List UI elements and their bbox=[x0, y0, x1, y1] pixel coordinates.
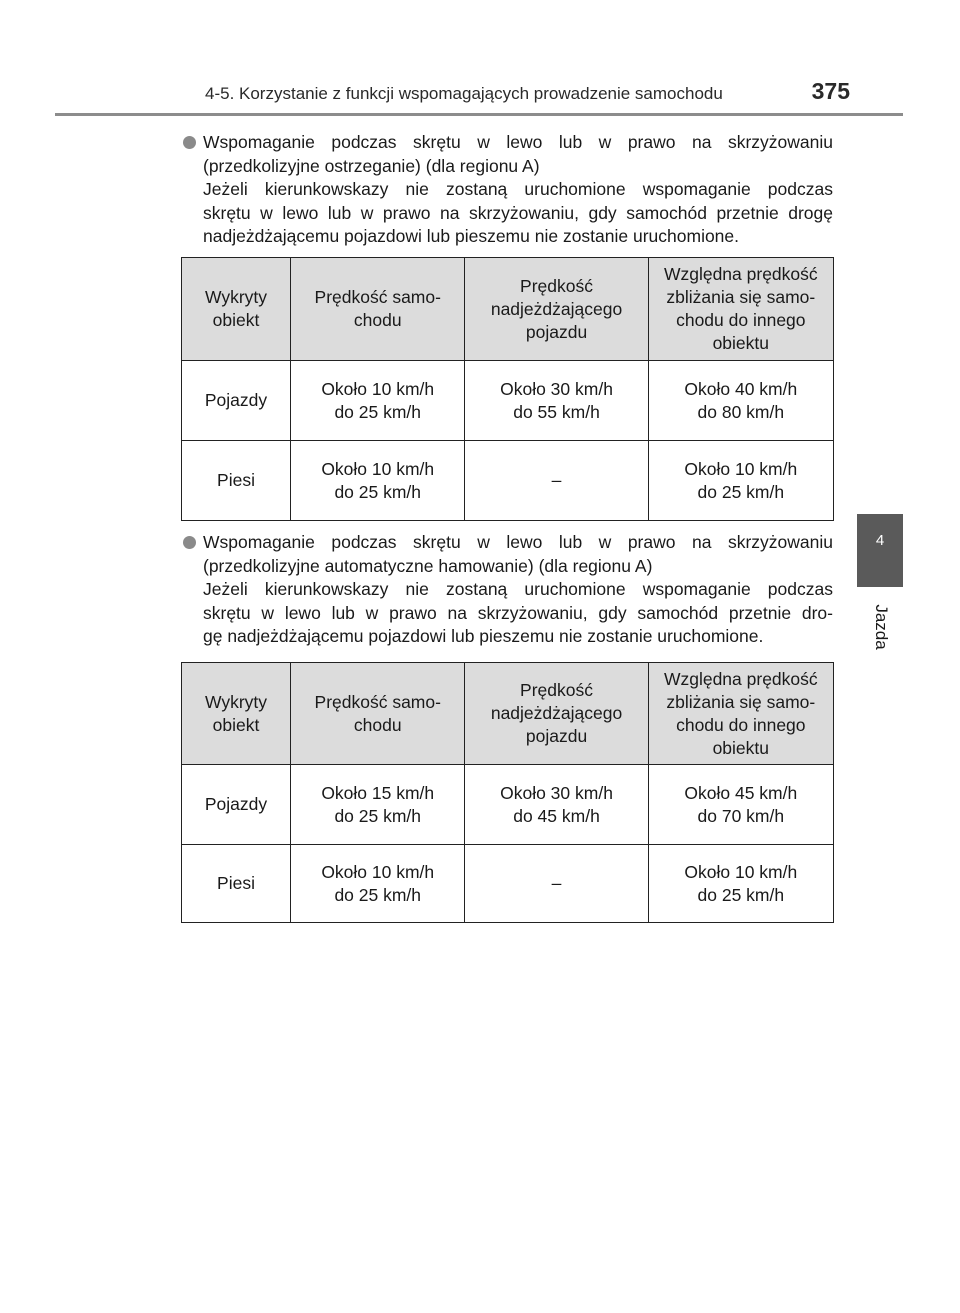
table-cell bbox=[648, 441, 833, 521]
chapter-header-title: 4-5. Korzystanie z funkcji wspomagających prowadzenie samochodu bbox=[205, 84, 723, 103]
header-cell-object bbox=[182, 663, 291, 765]
header-divider bbox=[55, 113, 903, 116]
page-number: 375 bbox=[811, 78, 850, 104]
table-cell bbox=[465, 765, 648, 845]
chapter-tab-number: 4 bbox=[875, 532, 885, 549]
cell-line: Pojazdy bbox=[204, 390, 268, 410]
bullet-dot-icon bbox=[183, 536, 196, 549]
table-row bbox=[182, 441, 834, 521]
header-line: Prędkość samo- bbox=[314, 287, 441, 307]
header-line: obiektu bbox=[712, 737, 770, 758]
bullet-heading bbox=[183, 131, 833, 178]
cell-line: do 25 km/h bbox=[697, 481, 785, 502]
cell-line: Około 10 km/h bbox=[321, 861, 435, 882]
speed-table-warning bbox=[181, 257, 834, 521]
cell-line: Około 45 km/h bbox=[684, 782, 798, 803]
header-line: chodu bbox=[353, 714, 402, 735]
header-line: nadjeżdżającego bbox=[490, 298, 623, 319]
table-cell bbox=[291, 845, 465, 923]
cell-line: Około 10 km/h bbox=[684, 861, 798, 882]
header-line: chodu bbox=[353, 310, 402, 330]
cell-line: do 25 km/h bbox=[334, 884, 422, 905]
table-header-row bbox=[182, 663, 834, 765]
table-cell bbox=[465, 845, 648, 923]
section-paragraph bbox=[183, 178, 833, 249]
cell-line: do 25 km/h bbox=[334, 481, 422, 502]
table-header-row bbox=[182, 258, 834, 361]
header-line: Względna prędkość bbox=[663, 668, 818, 689]
table-cell bbox=[182, 441, 291, 521]
table-cell bbox=[465, 441, 648, 521]
bullet-heading bbox=[183, 531, 833, 578]
bullet-heading-line: (przedkolizyjne automatyczne hamowanie) (dla regionu A) bbox=[203, 555, 653, 576]
cell-line: Pojazdy bbox=[204, 794, 268, 814]
cell-line: do 55 km/h bbox=[513, 401, 600, 422]
section-braking bbox=[183, 531, 833, 649]
paragraph-line: Jeżeli kierunkowskazy nie zostaną uruchomione wspomaganie podczas bbox=[203, 579, 833, 599]
header-cell-object bbox=[182, 258, 291, 361]
cell-line: Około 15 km/h bbox=[321, 782, 435, 803]
speed-table-braking bbox=[181, 662, 834, 923]
header-line: chodu do innego bbox=[676, 310, 806, 330]
paragraph-line: nadjeżdżającemu pojazdowi lub pieszemu nie zostanie uruchomione. bbox=[203, 226, 740, 246]
paragraph-line: Jeżeli kierunkowskazy nie zostaną uruchomione wspomaganie podczas bbox=[203, 179, 833, 199]
paragraph-line: skrętu w lewo lub w prawo na skrzyżowaniu, gdy samochód przetnie dro- bbox=[203, 602, 833, 623]
table-row bbox=[182, 845, 834, 923]
header-cell-oncoming-speed bbox=[465, 663, 648, 765]
table-cell bbox=[291, 765, 465, 845]
table-row bbox=[182, 765, 834, 845]
header-cell-vehicle-speed bbox=[291, 258, 465, 361]
header-line: pojazdu bbox=[525, 726, 588, 746]
table-cell bbox=[465, 361, 648, 441]
section-paragraph bbox=[183, 578, 833, 649]
header-line: Wykryty bbox=[204, 691, 268, 712]
table-cell bbox=[182, 765, 291, 845]
header-line: Wykryty bbox=[204, 287, 268, 307]
header-line: nadjeżdżającego bbox=[490, 703, 623, 723]
cell-line: do 25 km/h bbox=[334, 401, 422, 422]
cell-line: do 25 km/h bbox=[334, 805, 422, 826]
table-cell bbox=[648, 845, 833, 923]
paragraph-line: skrętu w lewo lub w prawo na skrzyżowaniu, gdy samochód przetnie drogę bbox=[203, 202, 833, 223]
header-cell-relative-speed bbox=[648, 258, 833, 361]
header-line: pojazdu bbox=[525, 321, 588, 342]
table-cell bbox=[648, 765, 833, 845]
table-cell bbox=[182, 361, 291, 441]
chapter-tab-label: Jazda bbox=[872, 604, 891, 650]
header-line: obiekt bbox=[212, 310, 260, 330]
header-cell-relative-speed bbox=[648, 663, 833, 765]
cell-line: do 70 km/h bbox=[697, 805, 785, 826]
header-cell-oncoming-speed bbox=[465, 258, 648, 361]
cell-line: Około 40 km/h bbox=[684, 378, 798, 399]
header-line: obiektu bbox=[712, 333, 770, 353]
cell-line: Piesi bbox=[217, 873, 255, 893]
cell-line: – bbox=[551, 470, 562, 490]
cell-line: Piesi bbox=[217, 470, 255, 490]
header-line: Prędkość bbox=[520, 275, 593, 296]
cell-line: do 80 km/h bbox=[697, 401, 785, 422]
chapter-tab bbox=[857, 514, 903, 587]
header-line: obiekt bbox=[212, 714, 260, 735]
header-line: zbliżania się samo- bbox=[666, 691, 816, 712]
cell-line: Około 10 km/h bbox=[321, 378, 435, 399]
cell-line: do 25 km/h bbox=[697, 884, 785, 905]
table-cell bbox=[291, 441, 465, 521]
header-cell-vehicle-speed bbox=[291, 663, 465, 765]
header-line: Względna prędkość bbox=[663, 264, 818, 284]
bullet-dot-icon bbox=[183, 136, 196, 149]
table-cell bbox=[291, 361, 465, 441]
cell-line: Około 10 km/h bbox=[684, 458, 798, 479]
table-row bbox=[182, 361, 834, 441]
header-line: chodu do innego bbox=[676, 714, 806, 735]
paragraph-line: gę nadjeżdżającemu pojazdowi lub pieszemu nie zostanie uruchomione. bbox=[203, 626, 764, 646]
bullet-heading-line: Wspomaganie podczas skrętu w lewo lub w prawo na skrzyżowaniu bbox=[203, 532, 833, 552]
cell-line: do 45 km/h bbox=[513, 805, 600, 826]
header-line: Prędkość samo- bbox=[314, 691, 441, 712]
table-cell bbox=[182, 845, 291, 923]
bullet-heading-line: (przedkolizyjne ostrzeganie) (dla regionu A) bbox=[203, 155, 540, 176]
bullet-heading-line: Wspomaganie podczas skrętu w lewo lub w prawo na skrzyżowaniu bbox=[203, 132, 833, 152]
cell-line: – bbox=[551, 873, 562, 893]
cell-line: Około 30 km/h bbox=[500, 782, 613, 803]
cell-line: Około 10 km/h bbox=[321, 458, 435, 479]
section-warning bbox=[183, 131, 833, 249]
header-line: zbliżania się samo- bbox=[666, 287, 816, 307]
header-line: Prędkość bbox=[520, 680, 593, 700]
cell-line: Około 30 km/h bbox=[500, 378, 613, 399]
table-cell bbox=[648, 361, 833, 441]
